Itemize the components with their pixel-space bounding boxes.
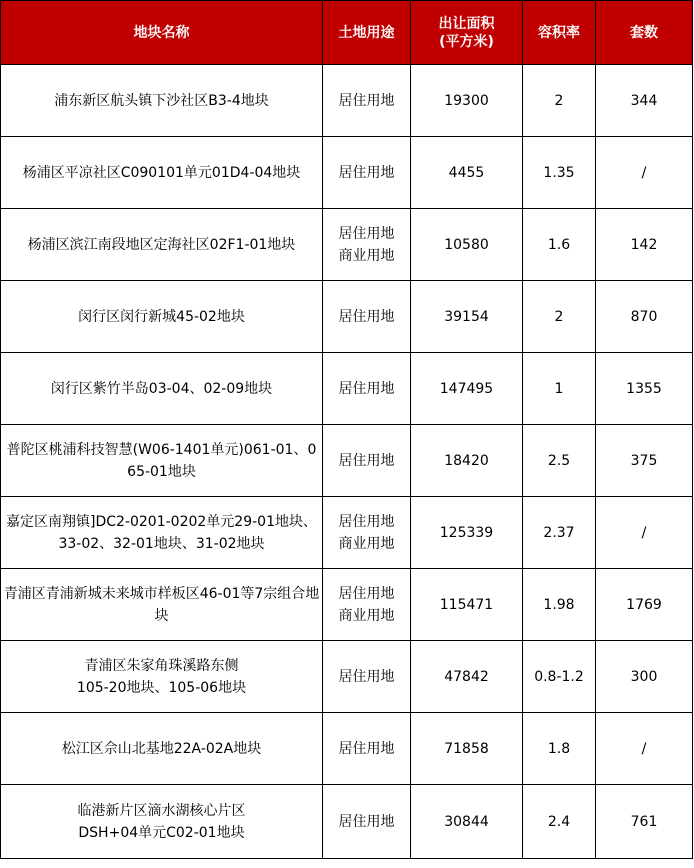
cell-land-use (323, 209, 411, 281)
cell-plot-ratio: 2.37 (523, 497, 596, 569)
cell-plot-name (1, 785, 323, 859)
cell-land-use (323, 281, 411, 353)
cell-plot-name: 杨浦区平凉社区C090101单元01D4-04地块 (1, 137, 323, 209)
land-use-line: 商业用地 (338, 535, 395, 552)
plot-name-line: DSH+04单元C02-01地块 (78, 824, 245, 841)
cell-units: 142 (596, 209, 693, 281)
cell-plot-ratio: 1 (523, 353, 596, 425)
cell-land-use (323, 569, 411, 641)
header-plot-name: 地块名称 (1, 1, 323, 65)
cell-plot-ratio: 1.6 (523, 209, 596, 281)
plot-name-line: 青浦区朱家角珠溪路东侧 (84, 657, 239, 674)
cell-plot-ratio: 2.5 (523, 425, 596, 497)
cell-land-use (323, 785, 411, 859)
plot-name-line: 105-20地块、105-06地块 (76, 679, 247, 696)
header-land-use: 土地用途 (323, 1, 411, 65)
plot-name-line: 临港新片区滴水湖核心片区 (77, 802, 246, 819)
cell-area: 71858 (411, 713, 523, 785)
land-use-line: 居住用地 (338, 452, 395, 469)
land-use-line: 居住用地 (338, 380, 395, 397)
cell-plot-name: 嘉定区南翔镇]DC2-0201-0202单元29-01地块、33-02、32-01地块、31-02地块 (1, 497, 323, 569)
cell-plot-ratio: 2.4 (523, 785, 596, 859)
land-use-line: 居住用地 (338, 308, 395, 325)
table-row (1, 569, 693, 641)
table-row (1, 281, 693, 353)
cell-area: 30844 (411, 785, 523, 859)
cell-area: 18420 (411, 425, 523, 497)
cell-plot-name: 杨浦区滨江南段地区定海社区02F1-01地块 (1, 209, 323, 281)
table-row (1, 785, 693, 859)
land-use-line: 商业用地 (338, 247, 395, 264)
cell-land-use (323, 641, 411, 713)
cell-land-use (323, 353, 411, 425)
cell-units: 1355 (596, 353, 693, 425)
cell-land-use (323, 425, 411, 497)
table-row (1, 137, 693, 209)
land-use-line: 居住用地 (338, 225, 395, 242)
land-use-line: 居住用地 (338, 740, 395, 757)
cell-units: / (596, 137, 693, 209)
cell-plot-name: 普陀区桃浦科技智慧(W06-1401单元)061-01、065-01地块 (1, 425, 323, 497)
cell-units: / (596, 497, 693, 569)
land-use-line: 居住用地 (338, 585, 395, 602)
cell-units: 1769 (596, 569, 693, 641)
header-area-line2: (平方米) (439, 33, 494, 50)
land-use-line: 居住用地 (338, 164, 395, 181)
cell-plot-ratio: 2 (523, 281, 596, 353)
cell-units: 300 (596, 641, 693, 713)
cell-plot-name: 青浦区青浦新城未来城市样板区46-01等7宗组合地块 (1, 569, 323, 641)
cell-land-use (323, 497, 411, 569)
cell-plot-ratio: 0.8-1.2 (523, 641, 596, 713)
cell-units: / (596, 713, 693, 785)
land-use-line: 居住用地 (338, 813, 395, 830)
cell-units: 344 (596, 65, 693, 137)
cell-plot-ratio: 1.98 (523, 569, 596, 641)
header-units: 套数 (596, 1, 693, 65)
cell-units: 761 (596, 785, 693, 859)
land-use-line: 居住用地 (338, 513, 395, 530)
cell-area: 115471 (411, 569, 523, 641)
cell-land-use (323, 713, 411, 785)
header-area-line1: 出让面积 (438, 15, 495, 32)
header-area (411, 1, 523, 65)
land-use-line: 居住用地 (338, 668, 395, 685)
cell-plot-name: 闵行区闵行新城45-02地块 (1, 281, 323, 353)
land-use-line: 居住用地 (338, 92, 395, 109)
header-plot-ratio: 容积率 (523, 1, 596, 65)
table-row (1, 641, 693, 713)
table-row (1, 713, 693, 785)
table-row (1, 425, 693, 497)
cell-units: 375 (596, 425, 693, 497)
land-use-line: 商业用地 (338, 607, 395, 624)
cell-land-use (323, 65, 411, 137)
cell-plot-name: 松江区佘山北基地22A-02A地块 (1, 713, 323, 785)
cell-area: 125339 (411, 497, 523, 569)
cell-area: 19300 (411, 65, 523, 137)
cell-plot-name (1, 641, 323, 713)
table-row (1, 497, 693, 569)
table-row (1, 209, 693, 281)
cell-plot-ratio: 1.8 (523, 713, 596, 785)
cell-area: 39154 (411, 281, 523, 353)
cell-area: 4455 (411, 137, 523, 209)
table-row (1, 65, 693, 137)
cell-area: 147495 (411, 353, 523, 425)
cell-plot-ratio: 1.35 (523, 137, 596, 209)
cell-plot-ratio: 2 (523, 65, 596, 137)
table-row (1, 353, 693, 425)
cell-plot-name: 浦东新区航头镇下沙社区B3-4地块 (1, 65, 323, 137)
table-header-row (1, 1, 693, 65)
cell-area: 10580 (411, 209, 523, 281)
cell-units: 870 (596, 281, 693, 353)
cell-area: 47842 (411, 641, 523, 713)
cell-land-use (323, 137, 411, 209)
cell-plot-name: 闵行区紫竹半岛03-04、02-09地块 (1, 353, 323, 425)
